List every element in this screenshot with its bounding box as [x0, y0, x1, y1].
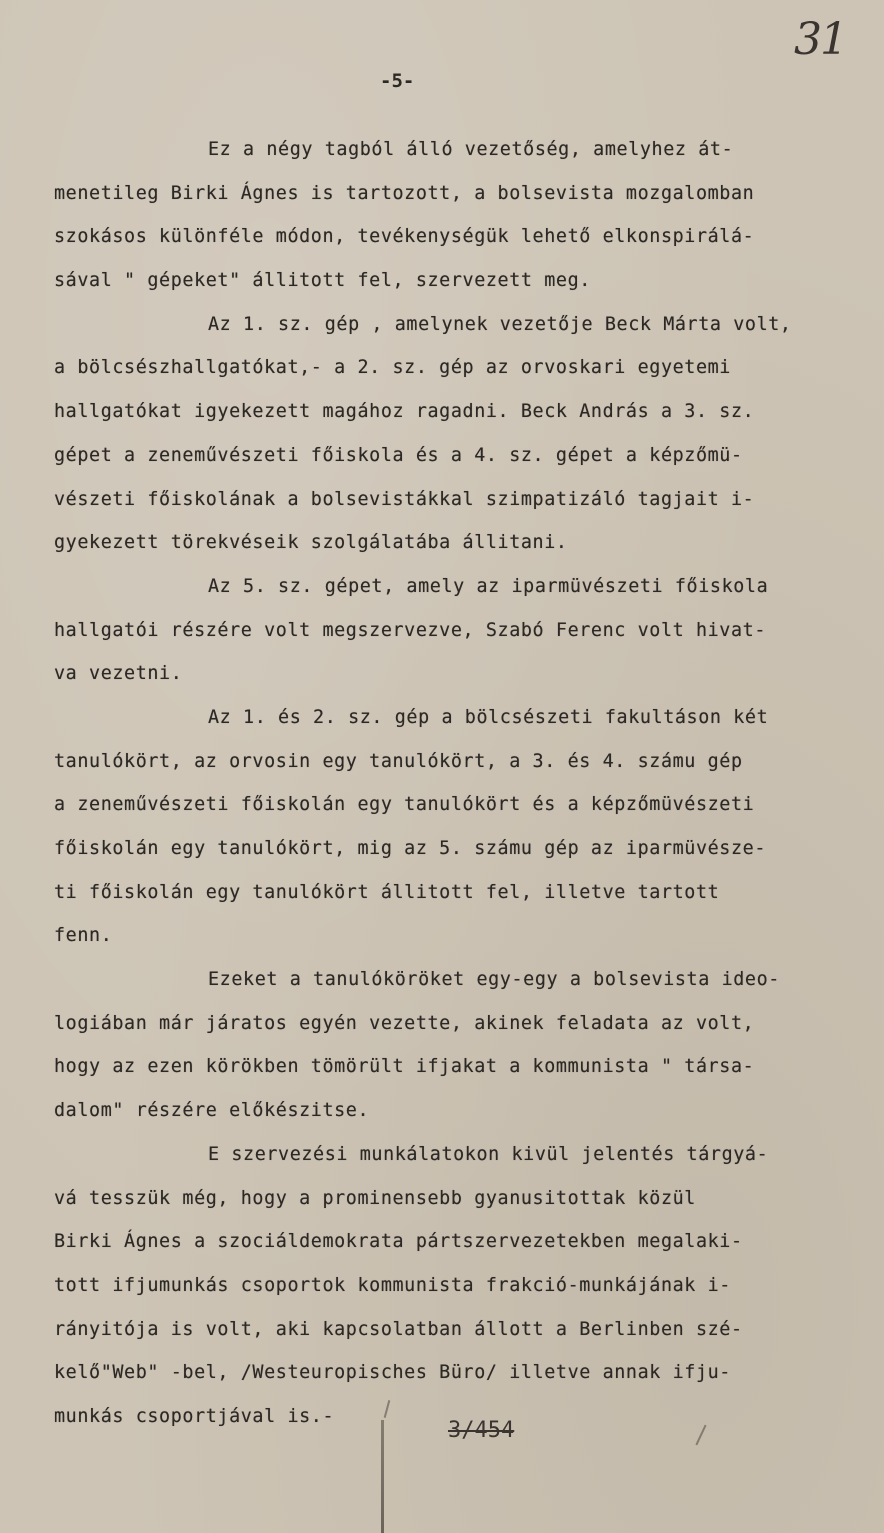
archive-number: 3/454	[448, 1418, 515, 1443]
text-line: E szervezési munkálatokon kivül jelentés tárgyá-	[208, 1143, 769, 1165]
text-line: kelő"Web" -bel, /Westeuropisches Büro/ illetve annak ifju-	[54, 1362, 731, 1384]
text-line: a bölcsészhallgatókat,- a 2. sz. gép az orvoskari egyetemi	[54, 357, 731, 379]
text-line: vá tesszük még, hogy a prominensebb gyanusitottak közül	[54, 1187, 696, 1209]
paper-crease	[381, 1420, 384, 1533]
text-line: Az 1. sz. gép , amelynek vezetője Beck Márta volt,	[208, 313, 792, 335]
text-line: ti főiskolán egy tanulókört állitott fel, illetve tartott	[54, 881, 720, 903]
text-line: hallgatói részére volt megszervezve, Szabó Ferenc volt hivat-	[54, 619, 766, 641]
text-line: Az 1. és 2. sz. gép a bölcsészeti fakultáson két	[208, 706, 769, 728]
folio-number: 31	[794, 14, 846, 65]
text-line: logiában már járatos egyén vezette, akinek feladata az volt,	[54, 1012, 755, 1034]
text-line: gépet a zeneművészeti főiskola és a 4. sz. gépet a képzőmü-	[54, 444, 743, 466]
text-line: Az 5. sz. gépet, amely az iparmüvészeti főiskola	[208, 575, 769, 597]
text-line: sával " gépeket" állitott fel, szervezett meg.	[54, 270, 591, 292]
text-line: Ezeket a tanulóköröket egy-egy a bolsevista ideo-	[208, 969, 780, 991]
text-line: dalom" részére előkészitse.	[54, 1100, 370, 1122]
text-line: a zeneművészeti főiskolán egy tanulókört és a képzőmüvészeti	[54, 794, 755, 816]
body-text	[54, 128, 854, 1439]
text-line: hallgatókat igyekezett magához ragadni. Beck András a 3. sz.	[54, 401, 755, 423]
text-line: gyekezett törekvéseik szolgálatába állitani.	[54, 532, 568, 554]
text-line: munkás csoportjával is.-	[54, 1405, 335, 1427]
text-line: főiskolán egy tanulókört, mig az 5. számu gép az iparmüvésze-	[54, 838, 766, 859]
text-line: tanulókört, az orvosin egy tanulókört, a 3. és 4. számu gép	[54, 750, 743, 772]
text-line: hogy az ezen körökben tömörült ifjakat a kommunista " társa-	[54, 1056, 755, 1078]
text-line: va vezetni.	[54, 663, 183, 685]
text-line: vészeti főiskolának a bolsevistákkal szimpatizáló tagjait i-	[54, 488, 755, 510]
text-line: szokásos különféle módon, tevékenységük lehető elkonspirálá-	[54, 226, 755, 248]
text-line: tott ifjumunkás csoportok kommunista frakció-munkájának i-	[54, 1274, 731, 1296]
text-line: Ez a négy tagból álló vezetőség, amelyhez át-	[208, 139, 734, 160]
text-line: menetileg Birki Ágnes is tartozott, a bolsevista mozgalomban	[54, 182, 755, 204]
text-line: Birki Ágnes a szociáldemokrata pártszervezetekben megalaki-	[54, 1231, 743, 1253]
text-line: fenn.	[54, 925, 113, 947]
page-number: -5-	[380, 70, 415, 92]
text-line: rányitója is volt, aki kapcsolatban állott a Berlinben szé-	[54, 1318, 743, 1340]
